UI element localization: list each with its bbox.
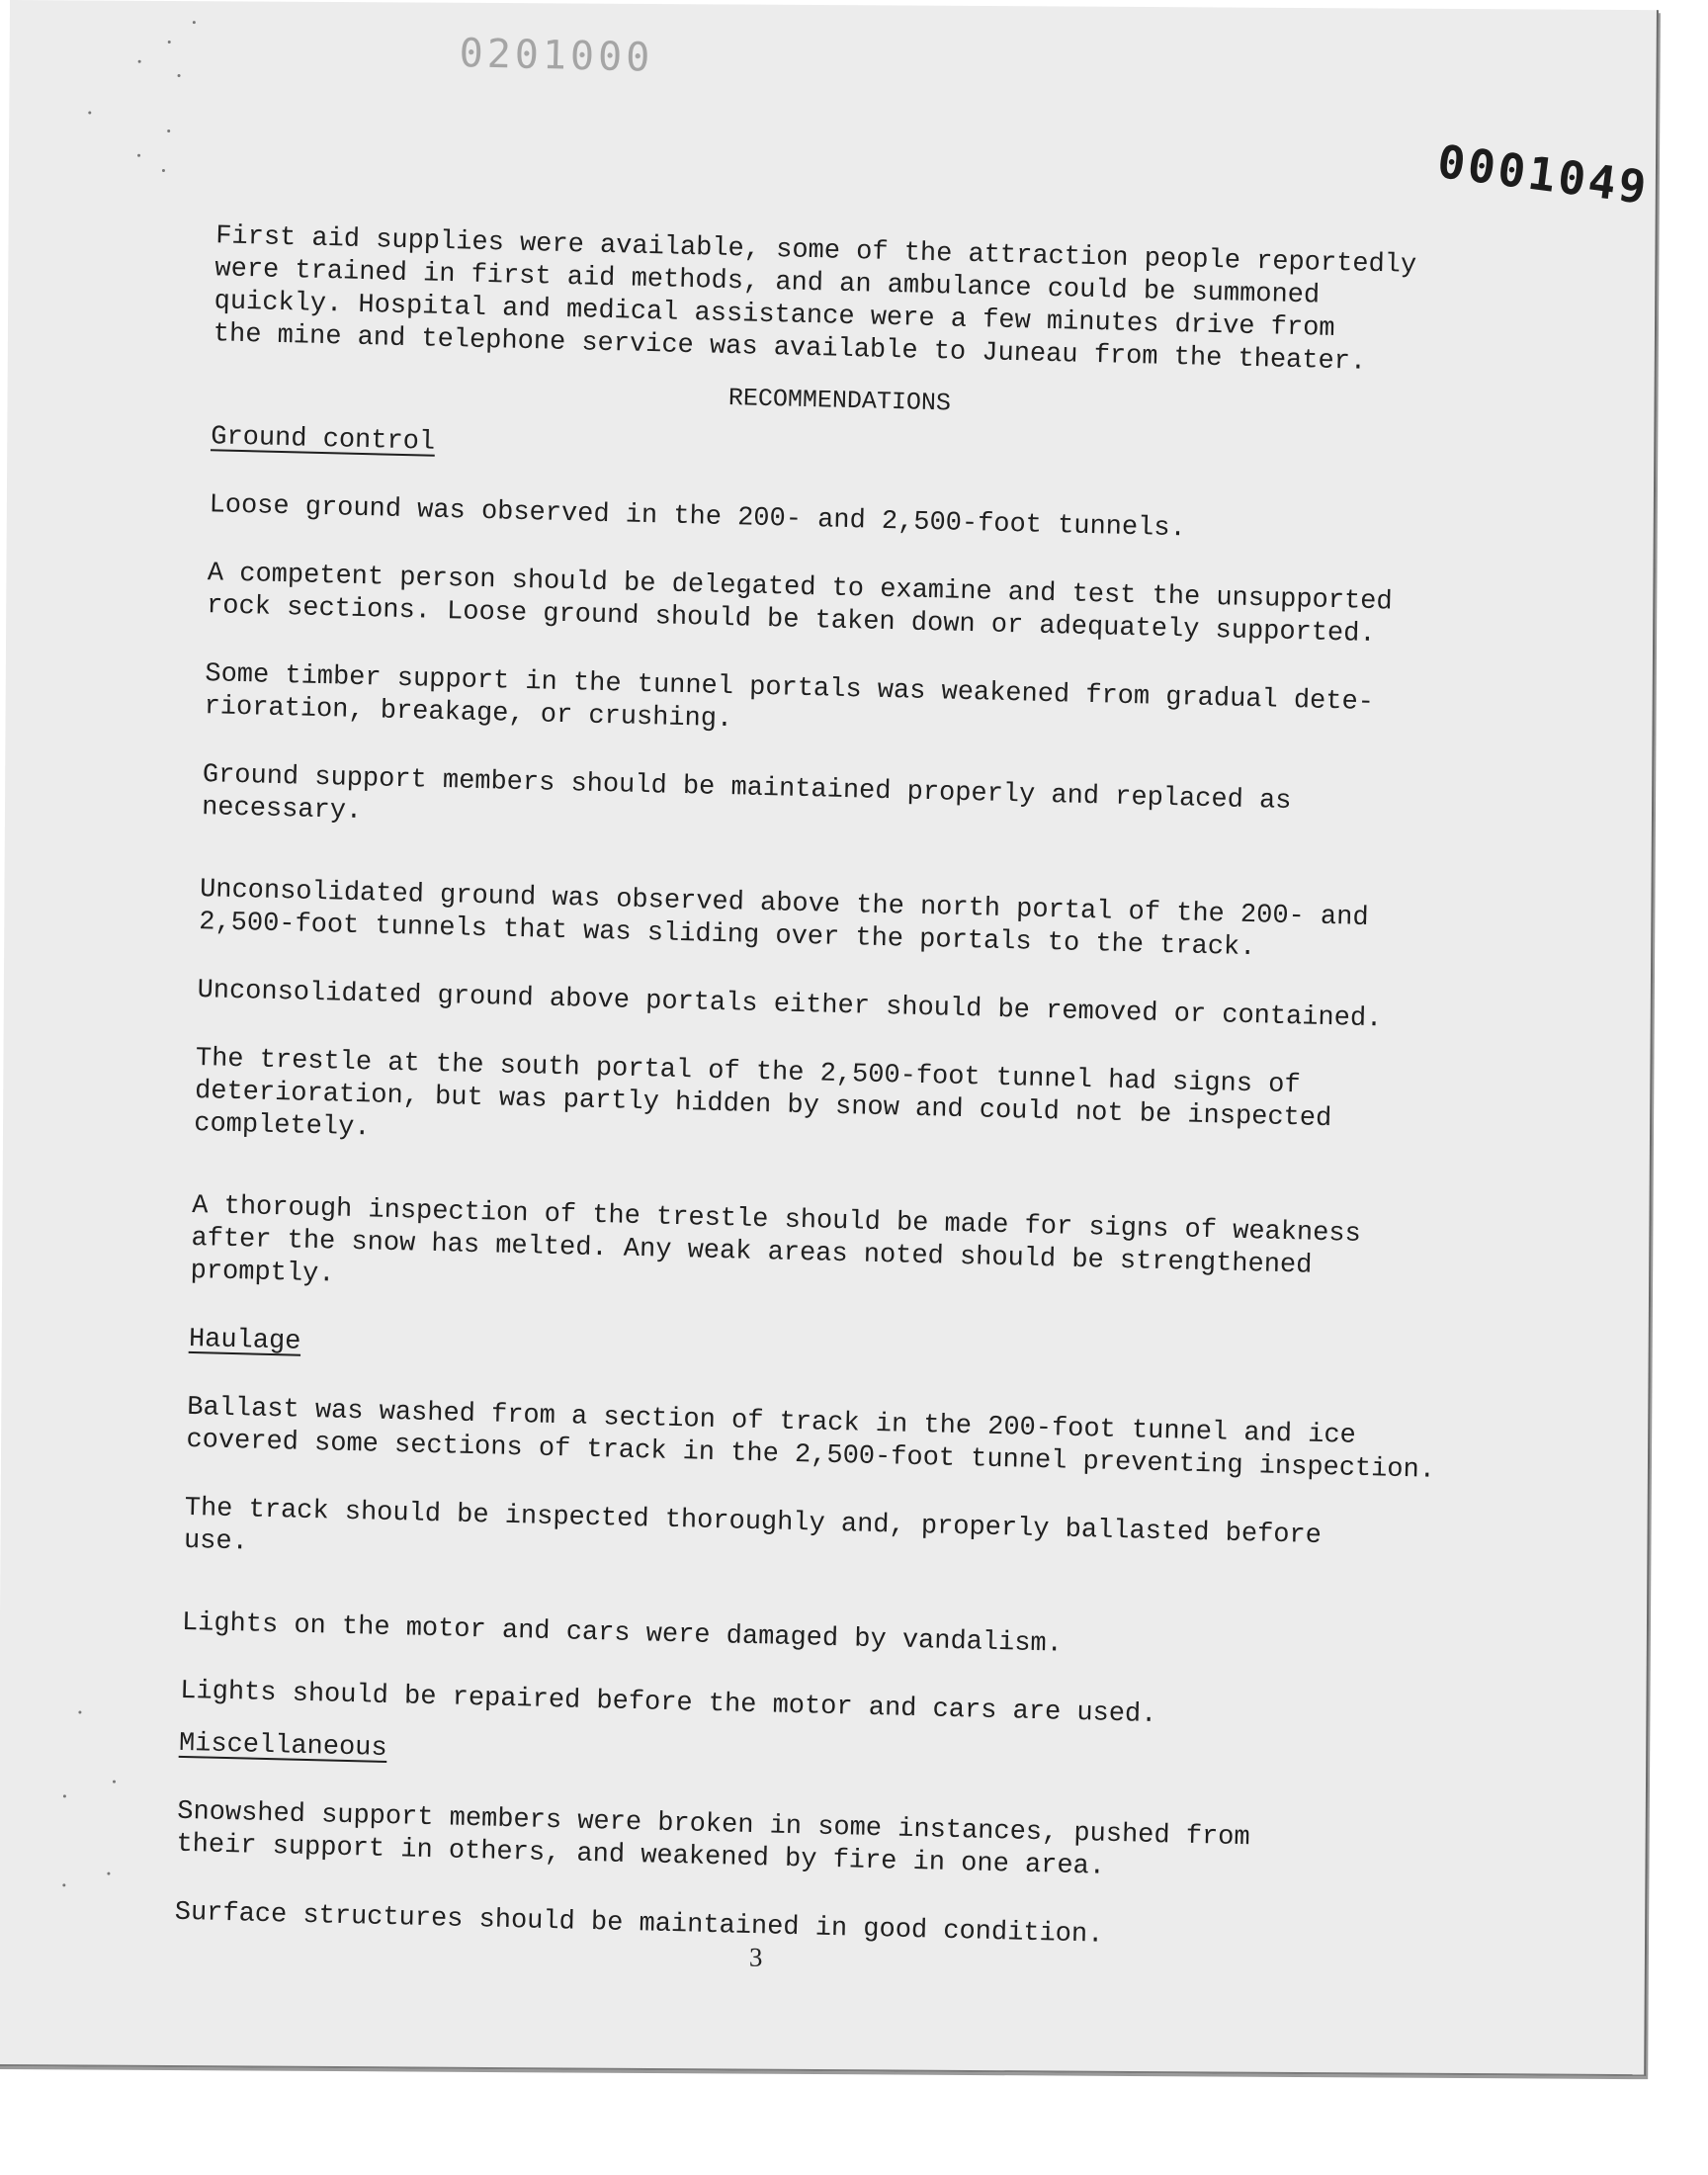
paragraph: Ground support members should be maintained properly and replaced as necessary. [201,760,1292,827]
paragraph: Unconsolidated ground was observed above the north portal of the 200- and 2,500-foot tunnels that was sliding over the portals to the track. [198,875,1369,964]
scanner-margin [0,2084,1708,2175]
paragraph: The track should be inspected thoroughly and, properly ballasted before use. [183,1493,1323,1558]
paragraph: Snowshed support members were broken in some instances, pushed from their support in others, and weakened by fire in one area. [176,1796,1250,1882]
paragraph: A competent person should be delegated to examine and test the unsupported rock sections. Loose ground should be taken down or adequately supported. [206,559,1393,651]
paragraph: Ballast was washed from a section of track in the 200-foot tunnel and ice covered some sections of track in the 2,500-foot tunnel preventing inspection. [186,1392,1436,1486]
paragraph: Some timber support in the tunnel portals was weakened from gradual dete- rioration, breakage, or crushing. [204,659,1375,736]
paragraph: Loose ground was observed in the 200- and 2,500-foot tunnels. [209,490,1187,545]
paragraph: The trestle at the south portal of the 2,500-foot tunnel had signs of deterioration, but was partly hidden by snow and could not be inspected completely. [193,1044,1332,1144]
section-heading: RECOMMENDATIONS [727,383,952,418]
page-number: 3 [748,1942,763,1972]
subheading-ground-control: Ground control [210,422,436,458]
subheading-miscellaneous: Miscellaneous [178,1728,387,1764]
paragraph: A thorough inspection of the trestle should be made for signs of weakness after the snow has melted. Any weak areas noted should be strengthened promptly. [190,1190,1362,1290]
intro-paragraph: First aid supplies were available, some of the attraction people reportedly were trained in first aid methods, and an ambulance could be summoned quickly. Hospital and medical assistance were a few minutes drive from the mine and telephone service was available to Juneau from the theater. [213,221,1417,378]
document-number-stamp: 0001049 [1434,133,1653,216]
paragraph: Surface structures should be maintained in good condition. [174,1897,1104,1951]
document-number-stamp-faded: 0201000 [459,31,654,81]
paragraph: Unconsolidated ground above portals either should be removed or contained. [197,976,1383,1035]
scan-specks [10,0,1657,10]
paragraph: Lights should be repaired before the motor and cars are used. [179,1676,1157,1730]
document-body [174,220,1500,1960]
subheading-haulage: Haulage [188,1324,301,1357]
paragraph: Lights on the motor and cars were damaged by vandalism. [181,1608,1064,1660]
